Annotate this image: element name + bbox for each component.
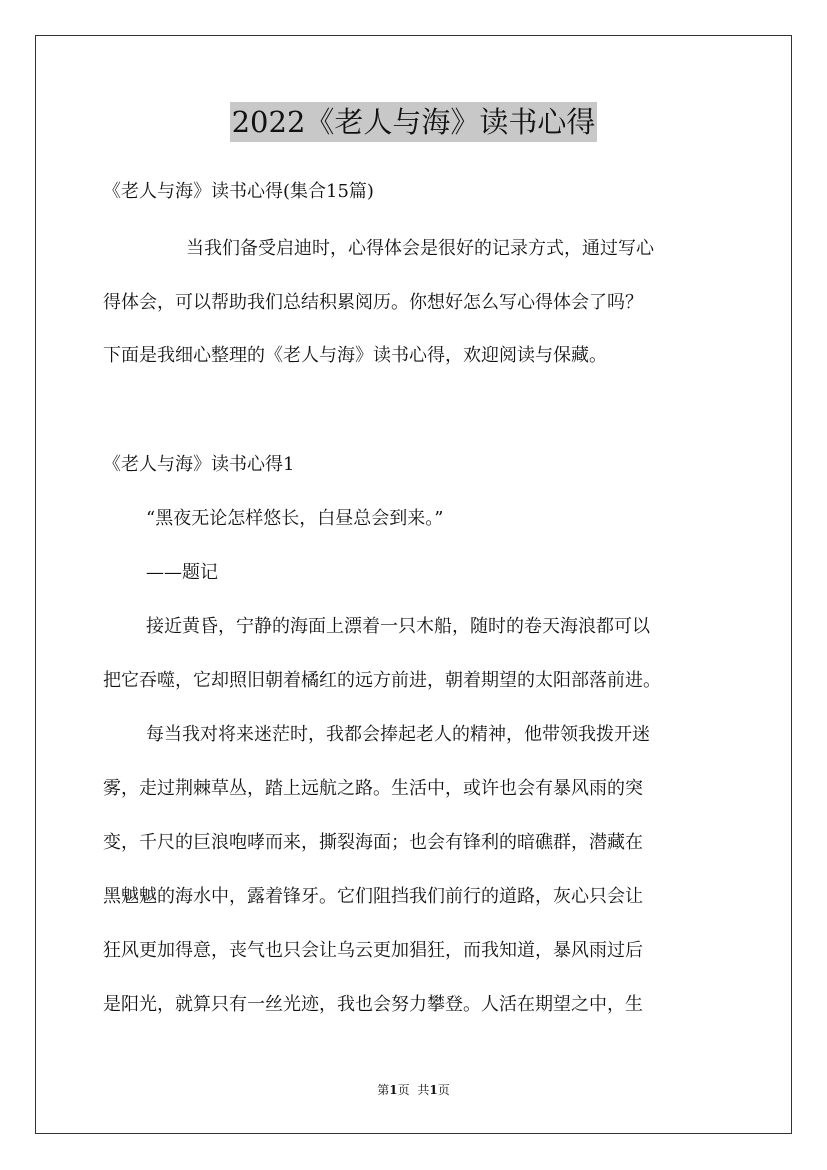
body-line-3: 每当我对将来迷茫时，我都会捧起老人的精神，他带领我拨开迷 bbox=[146, 724, 650, 745]
document-title: 2022《老人与海》读书心得 bbox=[230, 102, 598, 142]
body-line-6: 黑魆魆的海水中，露着锋牙。它们阻挡我们前行的道路，灰心只会让 bbox=[103, 886, 643, 907]
page-footer bbox=[0, 1082, 827, 1098]
body-line-4: 雾，走过荆棘草丛，踏上远航之路。生活中，或许也会有暴风雨的突 bbox=[103, 778, 643, 799]
title-container bbox=[0, 102, 827, 142]
body-line-1: 接近黄昏，宁静的海面上漂着一只木船，随时的卷天海浪都可以 bbox=[146, 616, 650, 637]
document-subtitle: 《老人与海》读书心得(集合15篇) bbox=[103, 181, 374, 202]
total-pages: 1 bbox=[429, 1083, 438, 1097]
quote-attribution: ——题记 bbox=[146, 562, 218, 583]
page-suffix: 页 bbox=[397, 1083, 410, 1097]
intro-line-1: 当我们备受启迪时，心得体会是很好的记录方式，通过写心 bbox=[186, 238, 654, 259]
section-heading: 《老人与海》读书心得1 bbox=[103, 454, 295, 475]
quote: “黑夜无论怎样悠长，白昼总会到来。” bbox=[146, 508, 444, 529]
body-line-2: 把它吞噬，它却照旧朝着橘红的远方前进，朝着期望的太阳部落前进。 bbox=[103, 670, 661, 691]
intro-line-3: 下面是我细心整理的《老人与海》读书心得，欢迎阅读与保藏。 bbox=[103, 345, 607, 366]
total-prefix: 共 bbox=[417, 1083, 430, 1097]
total-suffix: 页 bbox=[437, 1083, 450, 1097]
page-number: 1 bbox=[389, 1083, 398, 1097]
page-prefix: 第 bbox=[377, 1083, 390, 1097]
body-line-7: 狂风更加得意，丧气也只会让乌云更加猖狂，而我知道，暴风雨过后 bbox=[103, 940, 643, 961]
body-line-5: 变，千尺的巨浪咆哮而来，撕裂海面；也会有锋利的暗礁群，潜藏在 bbox=[103, 832, 643, 853]
body-line-8: 是阳光，就算只有一丝光迹，我也会努力攀登。人活在期望之中，生 bbox=[103, 994, 643, 1015]
intro-line-2: 得体会，可以帮助我们总结积累阅历。你想好怎么写心得体会了吗？ bbox=[103, 292, 643, 313]
